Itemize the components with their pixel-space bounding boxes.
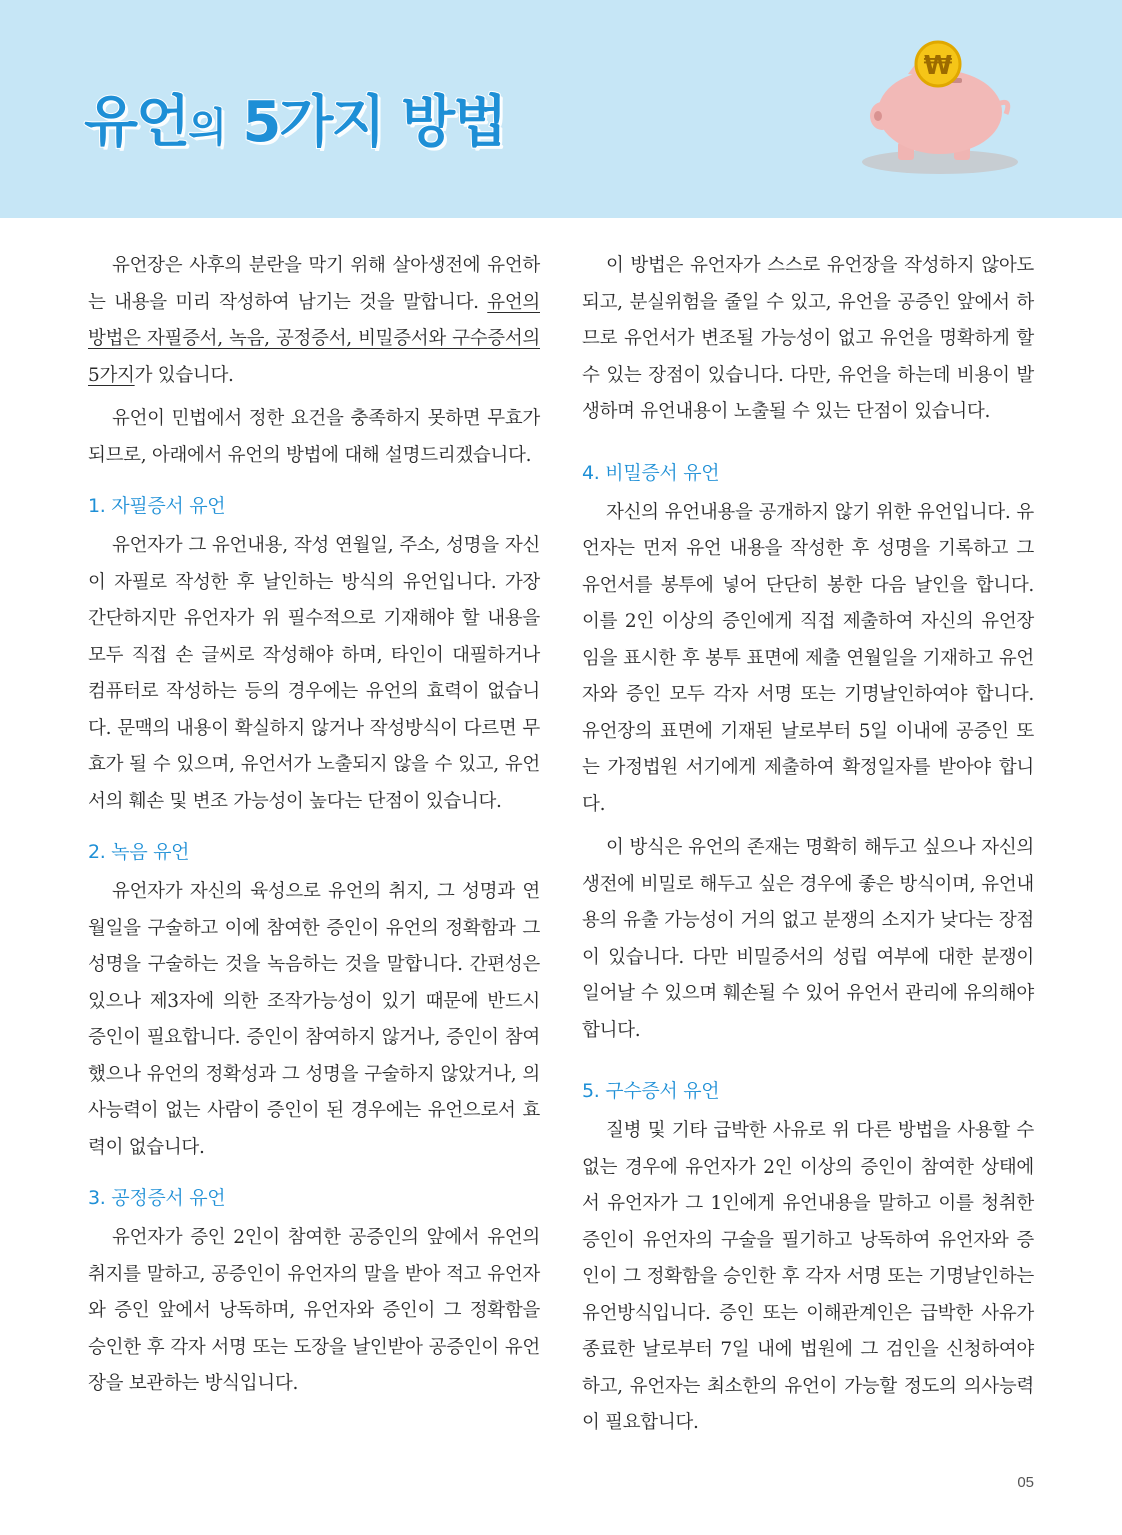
right-column xyxy=(582,248,1034,1442)
section-heading-2: 2. 녹음 유언 xyxy=(88,841,190,863)
section-body-5: 질병 및 기타 급박한 사유로 위 다른 방법을 사용할 수 없는 경우에 유언자가 2인 이상의 증인이 참여한 상태에서 유언자가 그 1인에게 유언내용을 말하고 이를 청취한 증인이 유언자의 구술을 필기하고 낭독하여 유언자와 증인이 그 정확함을 승인한 후 각자 서명 또는 기명날인하는 유언방식입니다. 증인 또는 이해관계인은 급박한 사유가 종료한 날로부터 7일 내에 법원에 그 검인을 신청하여야 하고, 유언자는 최소한의 유언이 가능할 정도의 의사능력이 필요합니다. xyxy=(582,1120,1034,1433)
section-heading-5: 5. 구수증서 유언 xyxy=(582,1080,720,1102)
intro1-text-a: 유언장은 사후의 분란을 막기 위해 살아생전에 유언하는 내용을 미리 작성하여 남기는 것을 말합니다. xyxy=(88,255,540,313)
intro-paragraph-2: 유언이 민법에서 정한 요건을 충족하지 못하면 무효가 되므로, 아래에서 유언의 방법에 대해 설명드리겠습니다. xyxy=(88,408,540,466)
page-title xyxy=(84,78,505,158)
section-body-4b: 이 방식은 유언의 존재는 명확히 해두고 싶으나 자신의 생전에 비밀로 해두고 싶은 경우에 좋은 방식이며, 유언내용의 유출 가능성이 거의 없고 분쟁의 소지가 낮다는 장점이 있습니다. 다만 비밀증서의 성립 여부에 대한 분쟁이 일어날 수 있으며 훼손될 수 있어 유언서 관리에 유의해야 합니다. xyxy=(582,837,1034,1041)
header-banner xyxy=(0,0,1122,218)
section-heading-3: 3. 공정증서 유언 xyxy=(88,1187,226,1209)
section-heading-4: 4. 비밀증서 유언 xyxy=(582,461,720,484)
piggy-bank-icon xyxy=(850,30,1030,180)
intro-paragraph-1 xyxy=(88,248,540,394)
title-rest: 5가지 방법 xyxy=(224,90,506,155)
section-body-4a: 자신의 유언내용을 공개하지 않기 위한 유언입니다. 유언자는 먼저 유언 내용을 작성한 후 성명을 기록하고 그 유언서를 봉투에 넣어 단단히 봉한 다음 날인을 합니다. 이를 2인 이상의 증인에게 직접 제출하여 자신의 유언장임을 표시한 후 봉투 표면에 제출 연월일을 기재하고 유언자와 증인 모두 각자 서명 또는 기명날인하여야 합니다. 유언장의 표면에 기재된 날로부터 5일 이내에 공증인 또는 가정법원 서기에게 제출하여 확정일자를 받아야 합니다. xyxy=(582,501,1034,815)
section-heading-1: 1. 자필증서 유언 xyxy=(88,495,226,517)
section-body-3-continued: 이 방법은 유언자가 스스로 유언장을 작성하지 않아도 되고, 분실위험을 줄일 수 있고, 유언을 공증인 앞에서 하므로 유언서가 변조될 가능성이 없고 유언을 명확하게 할 수 있는 장점이 있습니다. 다만, 유언을 하는데 비용이 발생하며 유언내용이 노출될 수 있는 단점이 있습니다. xyxy=(582,255,1034,422)
intro1-text-b: 가 있습니다. xyxy=(134,364,234,386)
left-column xyxy=(88,248,540,1403)
page-number: 05 xyxy=(1017,1474,1034,1491)
intro1-underlined: 유언의 방법은 자필증서, 녹음, 공정증서, 비밀증서와 구수증서의 5가지 xyxy=(88,291,540,386)
section-body-3: 유언자가 증인 2인이 참여한 공증인의 앞에서 유언의 취지를 말하고, 공증인이 유언자의 말을 받아 적고 유언자와 증인 앞에서 낭독하며, 유언자와 증인이 그 정확함을 승인한 후 각자 서명 또는 도장을 날인받아 공증인이 유언장을 보관하는 방식입니다. xyxy=(88,1227,540,1394)
section-body-2: 유언자가 자신의 육성으로 유언의 취지, 그 성명과 연월일을 구술하고 이에 참여한 증인이 유언의 정확함과 그 성명을 구술하는 것을 녹음하는 것을 말합니다. 간편성은 있으나 제3자에 의한 조작가능성이 있기 때문에 반드시 증인이 필요합니다. 증인이 참여하지 않거나, 증인이 참여했으나 유언의 정확성과 그 성명을 구술하지 않았거나, 의사능력이 없는 사람이 증인이 된 경우에는 유언으로서 효력이 없습니다. xyxy=(88,881,540,1158)
title-main: 유언 xyxy=(84,90,189,155)
coin-symbol: ₩ xyxy=(923,51,953,81)
title-particle: 의 xyxy=(188,105,225,151)
section-body-1: 유언자가 그 유언내용, 작성 연월일, 주소, 성명을 자신이 자필로 작성한 후 날인하는 방식의 유언입니다. 가장 간단하지만 유언자가 위 필수적으로 기재해야 할 내용을 모두 직접 손 글씨로 작성해야 하며, 타인이 대필하거나 컴퓨터로 작성하는 등의 경우에는 유언의 효력이 없습니다. 문맥의 내용이 확실하지 않거나 작성방식이 다르면 무효가 될 수 있으며, 유언서가 노출되지 않을 수 있고, 유언서의 훼손 및 변조 가능성이 높다는 단점이 있습니다. xyxy=(88,535,540,812)
